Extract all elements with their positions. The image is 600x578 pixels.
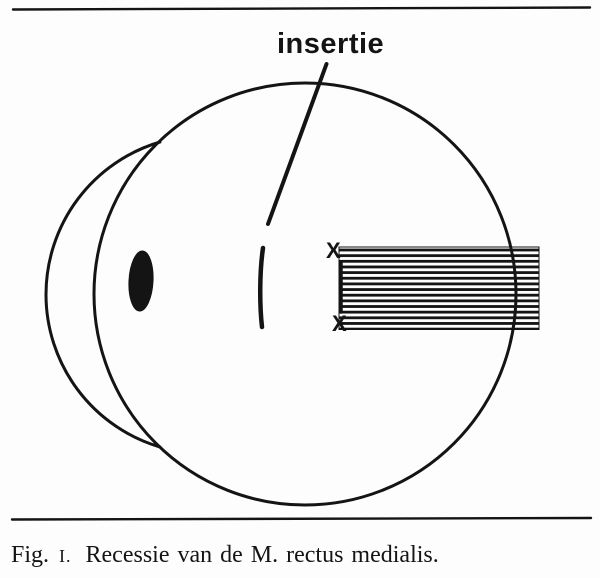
- caption-number: I.: [59, 546, 72, 566]
- top-rule: [13, 8, 590, 10]
- caption-text: Recessie van de M. rectus medialis.: [85, 542, 439, 568]
- caption-rule: [12, 518, 591, 520]
- pupil: [127, 250, 154, 311]
- figure-caption: [11, 541, 591, 570]
- insertion-line: [260, 248, 263, 327]
- marker-x-bottom: X: [332, 311, 347, 336]
- marker-x-top: X: [326, 238, 341, 263]
- muscle-band: [339, 247, 539, 330]
- caption-prefix: Fig.: [11, 542, 50, 568]
- insertie-label: insertie: [277, 28, 385, 60]
- leader-line: [268, 64, 327, 224]
